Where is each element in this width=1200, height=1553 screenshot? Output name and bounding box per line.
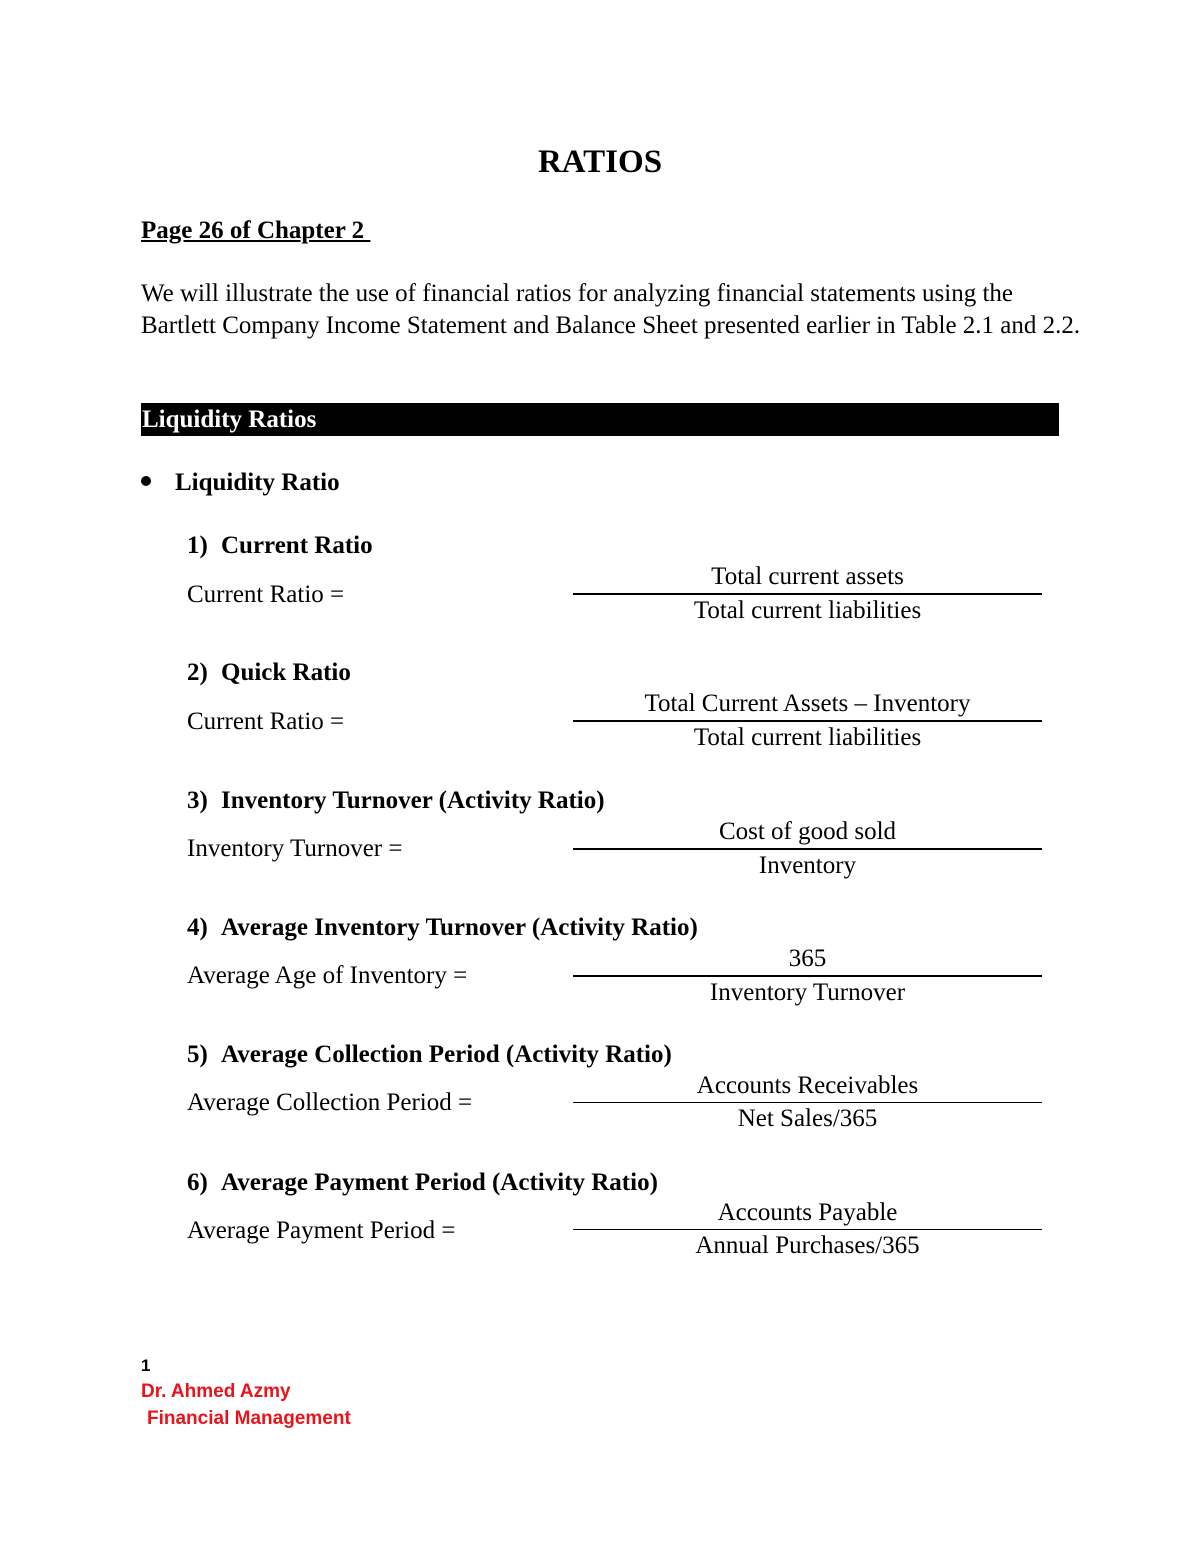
ratio-heading-inventory-turnover bbox=[187, 784, 605, 818]
page-number: 1 bbox=[141, 1356, 151, 1375]
formula-label-inventory-turnover: Inventory Turnover = bbox=[187, 835, 403, 862]
fraction-denominator: Annual Purchases/365 bbox=[695, 1232, 920, 1259]
item-heading-paren: (Activity Ratio) bbox=[505, 1041, 672, 1068]
formula-label-collection-period: Average Collection Period = bbox=[187, 1089, 473, 1116]
ratio-heading-quick bbox=[187, 656, 351, 690]
fraction-quick bbox=[573, 688, 1042, 754]
item-heading-text: Current Ratio bbox=[221, 532, 373, 559]
item-heading-text: Inventory Turnover bbox=[221, 787, 433, 814]
item-heading-text: Average Collection Period bbox=[221, 1041, 500, 1068]
item-heading-text: Average Inventory Turnover bbox=[221, 914, 526, 941]
fraction-numerator: Cost of good sold bbox=[718, 818, 897, 845]
fraction-denominator: Inventory Turnover bbox=[709, 979, 906, 1006]
item-number: 1) bbox=[187, 532, 208, 559]
item-number: 5) bbox=[187, 1041, 208, 1068]
fraction-numerator: Total current assets bbox=[711, 563, 904, 590]
ratio-heading-payment-period bbox=[187, 1166, 658, 1200]
fraction-denominator: Net Sales/365 bbox=[737, 1105, 878, 1132]
page-title: RATIOS bbox=[537, 144, 663, 180]
section-title: Liquidity Ratios bbox=[142, 406, 317, 433]
ratio-heading-collection-period bbox=[187, 1038, 672, 1072]
chapter-reference: Page 26 of Chapter 2 bbox=[141, 217, 371, 244]
formula-label-average-inventory: Average Age of Inventory = bbox=[187, 962, 468, 989]
item-heading-text: Average Payment Period bbox=[221, 1169, 486, 1196]
item-number: 6) bbox=[187, 1169, 208, 1196]
bullet-item bbox=[141, 466, 340, 500]
item-number: 4) bbox=[187, 914, 208, 941]
fraction-payment-period bbox=[573, 1197, 1042, 1262]
fraction-numerator: Accounts Receivables bbox=[696, 1072, 919, 1099]
ratio-heading-average-inventory bbox=[187, 911, 698, 945]
formula-label-payment-period: Average Payment Period = bbox=[187, 1217, 456, 1244]
formula-label-current: Current Ratio = bbox=[187, 581, 345, 608]
bullet-icon bbox=[141, 476, 151, 486]
fraction-numerator: Total Current Assets – Inventory bbox=[644, 690, 971, 717]
fraction-numerator: 365 bbox=[788, 945, 827, 972]
item-heading-paren: (Activity Ratio) bbox=[438, 787, 605, 814]
item-heading-paren: (Activity Ratio) bbox=[491, 1169, 658, 1196]
item-heading-paren: (Activity Ratio) bbox=[531, 914, 698, 941]
fraction-numerator: Accounts Payable bbox=[717, 1199, 898, 1226]
item-number: 3) bbox=[187, 787, 208, 814]
fraction-denominator: Total current liabilities bbox=[693, 724, 922, 751]
intro-paragraph: We will illustrate the use of financial ratios for analyzing financial statements using the Bartlett Company Income Statement and Balance Sheet presented earlier in Table 2.1 and 2.2. bbox=[141, 280, 1081, 339]
ratio-heading-current bbox=[187, 529, 373, 563]
fraction-average-inventory bbox=[573, 943, 1042, 1009]
formula-label-quick: Current Ratio = bbox=[187, 708, 345, 735]
item-number: 2) bbox=[187, 659, 208, 686]
fraction-current bbox=[573, 561, 1042, 627]
bullet-label: Liquidity Ratio bbox=[175, 469, 340, 496]
footer-course: Financial Management bbox=[147, 1408, 351, 1429]
fraction-collection-period bbox=[573, 1070, 1042, 1135]
footer-author: Dr. Ahmed Azmy bbox=[141, 1381, 291, 1402]
fraction-denominator: Inventory bbox=[758, 852, 857, 879]
section-header-bar bbox=[141, 403, 1059, 436]
fraction-inventory-turnover bbox=[573, 816, 1042, 882]
item-heading-text: Quick Ratio bbox=[221, 659, 351, 686]
fraction-denominator: Total current liabilities bbox=[693, 597, 922, 624]
